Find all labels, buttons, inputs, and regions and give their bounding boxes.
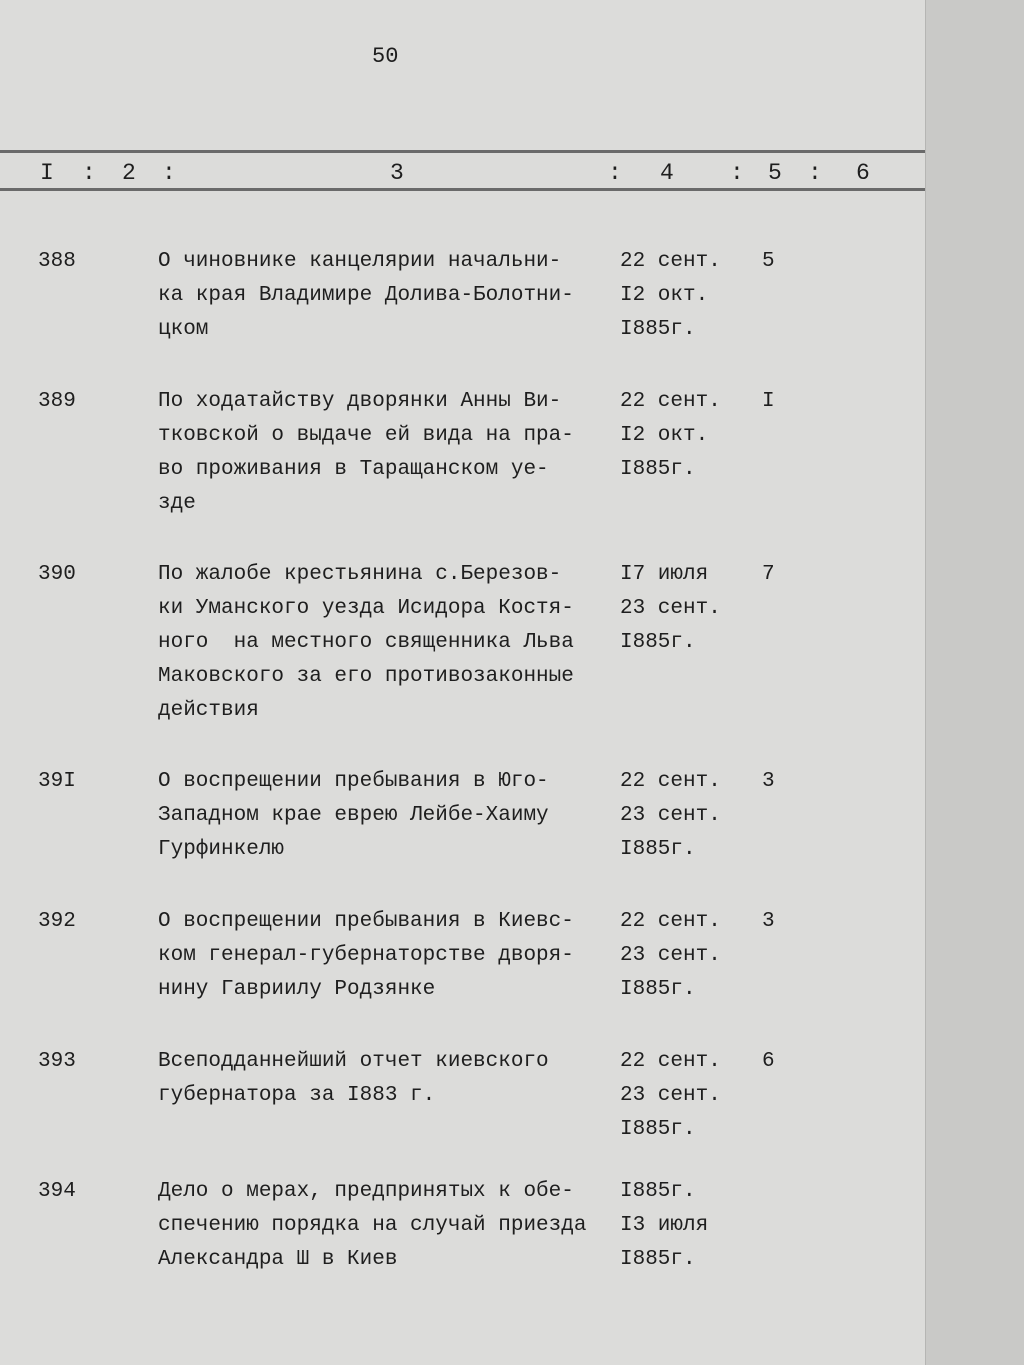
date-line: I885г.: [620, 1248, 696, 1271]
col-header-5: 5: [768, 160, 782, 186]
title-line: ком генерал-губернаторстве дворя-: [158, 944, 574, 967]
entry-dates: [620, 1045, 730, 1147]
title-line: По ходатайству дворянки Анны Ви-: [158, 390, 562, 413]
entry-dates: [620, 1175, 730, 1277]
col-header-1: I: [40, 160, 54, 186]
title-line: нину Гавриилу Родзянке: [158, 978, 436, 1001]
col-sep: :: [808, 160, 822, 186]
col-header-4: 4: [660, 160, 674, 186]
col-sep: :: [730, 160, 744, 186]
title-line: Западном крае еврею Лейбе-Хаиму: [158, 804, 549, 827]
title-line: зде: [158, 492, 196, 515]
col-sep: :: [82, 160, 96, 186]
date-line: 22 сент.: [620, 770, 721, 793]
date-line: 23 сент.: [620, 1084, 721, 1107]
col-header-3: 3: [390, 160, 404, 186]
title-line: во проживания в Таращанском уе-: [158, 458, 549, 481]
date-line: I885г.: [620, 458, 696, 481]
title-line: Гурфинкелю: [158, 838, 285, 861]
date-line: 22 сент.: [620, 910, 721, 933]
entry-title: [158, 558, 613, 728]
sheet-count: 7: [762, 563, 775, 586]
entry-number: 390: [38, 563, 76, 586]
date-line: I2 окт.: [620, 284, 709, 307]
date-line: I885г.: [620, 978, 696, 1001]
date-line: I885г.: [620, 631, 696, 654]
date-line: I3 июля: [620, 1214, 709, 1237]
entry-number: 393: [38, 1050, 76, 1073]
entry-number: 392: [38, 910, 76, 933]
title-line: О воспрещении пребывания в Киевс-: [158, 910, 574, 933]
title-line: Александра Ш в Киев: [158, 1248, 398, 1271]
entry-title: [158, 1045, 613, 1113]
title-line: ка края Владимире Долива-Болотни-: [158, 284, 574, 307]
entry-number: 389: [38, 390, 76, 413]
entry-number: 39I: [38, 770, 76, 793]
paper-edge: [925, 0, 1024, 1365]
date-line: I885г.: [620, 1118, 696, 1141]
title-line: ного на местного священника Льва: [158, 631, 574, 654]
page-number: 50: [372, 44, 399, 69]
entry-title: [158, 765, 613, 867]
title-line: О воспрещении пребывания в Юго-: [158, 770, 549, 793]
title-line: спечению порядка на случай приезда: [158, 1214, 587, 1237]
date-line: I885г.: [620, 1180, 696, 1203]
col-header-6: 6: [856, 160, 870, 186]
title-line: губернатора за I883 г.: [158, 1084, 436, 1107]
entry-dates: [620, 558, 730, 660]
title-line: Маковского за его противозаконные: [158, 665, 574, 688]
title-line: ки Уманского уезда Исидора Костя-: [158, 597, 574, 620]
col-header-2: 2: [122, 160, 136, 186]
date-line: 23 сент.: [620, 944, 721, 967]
col-sep: :: [162, 160, 176, 186]
date-line: 23 сент.: [620, 597, 721, 620]
entry-dates: [620, 245, 730, 347]
title-line: О чиновнике канцелярии начальни-: [158, 250, 562, 273]
date-line: 23 сент.: [620, 804, 721, 827]
entry-dates: [620, 765, 730, 867]
entry-dates: [620, 385, 730, 487]
date-line: 22 сент.: [620, 250, 721, 273]
entry-title: [158, 245, 613, 347]
entry-title: [158, 385, 613, 521]
title-line: цком: [158, 318, 209, 341]
entry-dates: [620, 905, 730, 1007]
title-line: По жалобе крестьянина с.Березов-: [158, 563, 562, 586]
entry-title: [158, 1175, 613, 1277]
date-line: I2 окт.: [620, 424, 709, 447]
sheet-count: I: [762, 390, 775, 413]
sheet-count: 6: [762, 1050, 775, 1073]
sheet-count: 5: [762, 250, 775, 273]
date-line: I885г.: [620, 838, 696, 861]
title-line: Дело о мерах, предпринятых к обе-: [158, 1180, 574, 1203]
date-line: 22 сент.: [620, 1050, 721, 1073]
entry-title: [158, 905, 613, 1007]
header-rule-top: [0, 150, 925, 153]
title-line: тковской о выдаче ей вида на пра-: [158, 424, 574, 447]
sheet-count: 3: [762, 770, 775, 793]
title-line: действия: [158, 699, 259, 722]
date-line: I7 июля: [620, 563, 709, 586]
date-line: I885г.: [620, 318, 696, 341]
date-line: 22 сент.: [620, 390, 721, 413]
entry-number: 394: [38, 1180, 76, 1203]
entry-number: 388: [38, 250, 76, 273]
header-rule-bottom: [0, 188, 925, 191]
sheet-count: 3: [762, 910, 775, 933]
title-line: Всеподданнейший отчет киевского: [158, 1050, 549, 1073]
col-sep: :: [608, 160, 622, 186]
